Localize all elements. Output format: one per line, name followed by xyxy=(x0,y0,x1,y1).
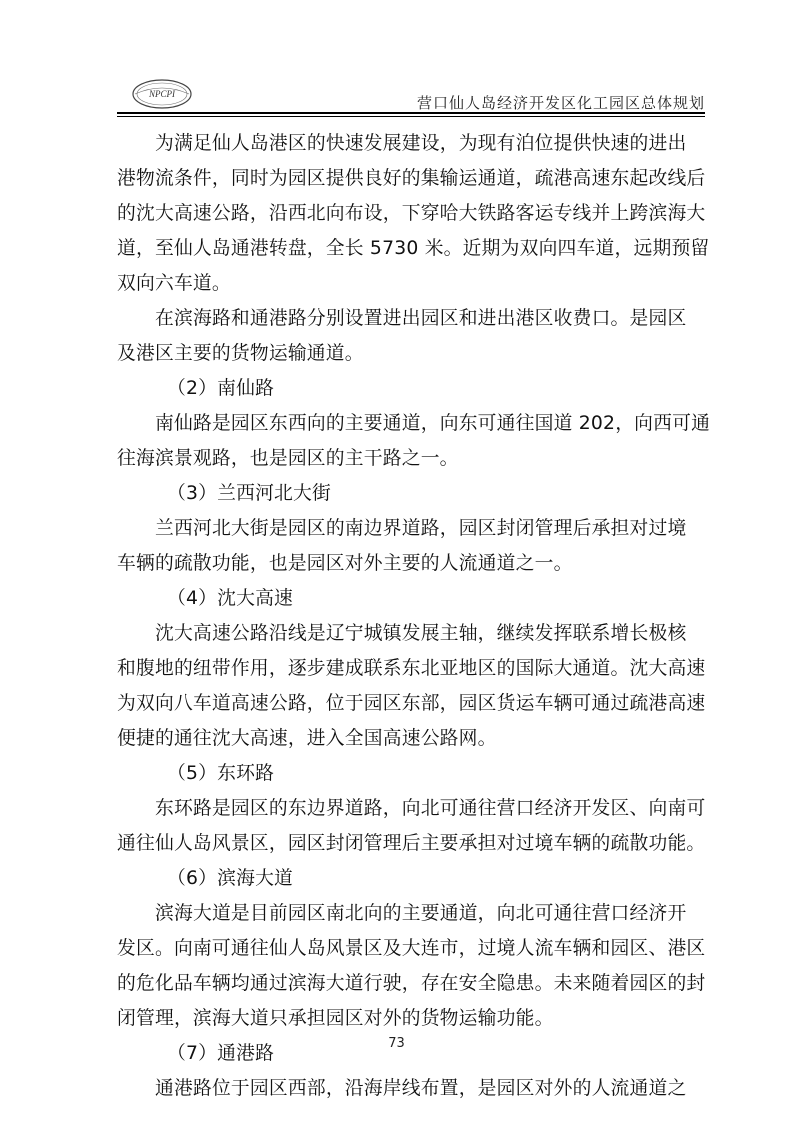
paragraph-line: 的危化品车辆均通过滨海大道行驶，存在安全隐患。未来随着园区的封 xyxy=(117,973,706,994)
paragraph-line: 发区。向南可通往仙人岛风景区及大连市，过境人流车辆和园区、港区 xyxy=(117,938,706,959)
npcpi-logo xyxy=(131,78,193,110)
paragraph-line: 的沈大高速公路，沿西北向布设，下穿哈大铁路客运专线并上跨滨海大 xyxy=(117,203,706,224)
document-title: 营口仙人岛经济开发区化工园区总体规划 xyxy=(416,94,705,112)
paragraph-line: 兰西河北大街是园区的南边界道路，园区封闭管理后承担对过境 xyxy=(155,518,687,539)
section-heading: （5）东环路 xyxy=(167,763,275,784)
section-heading: （6）滨海大道 xyxy=(167,868,294,889)
section-heading: （4）沈大高速 xyxy=(167,588,294,609)
paragraph-line: 滨海大道是目前园区南北向的主要通道，向北可通往营口经济开 xyxy=(155,903,687,924)
paragraph-line: 便捷的通往沈大高速，进入全国高速公路网。 xyxy=(117,728,497,749)
paragraph-line: 道，至仙人岛通港转盘，全长 5730 米。近期为双向四车道，远期预留 xyxy=(117,238,710,259)
header-rule-thick xyxy=(117,112,705,114)
body-text xyxy=(117,126,711,1106)
paragraph-line: 为双向八车道高速公路，位于园区东部，园区货运车辆可通过疏港高速 xyxy=(117,693,706,714)
paragraph-line: 通往仙人岛风景区，园区封闭管理后主要承担对过境车辆的疏散功能。 xyxy=(117,833,706,854)
section-heading: （3）兰西河北大街 xyxy=(167,483,331,504)
header-rule-thin xyxy=(117,116,705,117)
logo-text: NPCPI xyxy=(149,89,175,99)
paragraph-line: 港物流条件，同时为园区提供良好的集输运通道，疏港高速东起改线后 xyxy=(117,168,706,189)
paragraph-line: 和腹地的纽带作用，逐步建成联系东北亚地区的国际大通道。沈大高速 xyxy=(117,658,706,679)
paragraph-line: 往海滨景观路，也是园区的主干路之一。 xyxy=(117,448,459,469)
paragraph-line: 为满足仙人岛港区的快速发展建设，为现有泊位提供快速的进出 xyxy=(155,133,687,154)
paragraph-line: 及港区主要的货物运输通道。 xyxy=(117,343,364,364)
paragraph-line: 南仙路是园区东西向的主要通道，向东可通往国道 202，向西可通 xyxy=(155,413,711,434)
paragraph-line: 车辆的疏散功能，也是园区对外主要的人流通道之一。 xyxy=(117,553,573,574)
section-heading: （7）通港路 xyxy=(167,1043,275,1064)
page-header xyxy=(117,60,705,120)
section-heading: （2）南仙路 xyxy=(167,378,275,399)
paragraph-line: 东环路是园区的东边界道路，向北可通往营口经济开发区、向南可 xyxy=(155,798,706,819)
paragraph-line: 沈大高速公路沿线是辽宁城镇发展主轴，继续发挥联系增长极核 xyxy=(155,623,687,644)
page-number: 73 xyxy=(388,1036,405,1051)
paragraph-line: 闭管理，滨海大道只承担园区对外的货物运输功能。 xyxy=(117,1008,554,1029)
paragraph-line: 双向六车道。 xyxy=(117,273,231,294)
paragraph-line: 在滨海路和通港路分别设置进出园区和进出港区收费口。是园区 xyxy=(155,308,687,329)
paragraph-line: 通港路位于园区西部，沿海岸线布置，是园区对外的人流通道之 xyxy=(155,1078,687,1099)
